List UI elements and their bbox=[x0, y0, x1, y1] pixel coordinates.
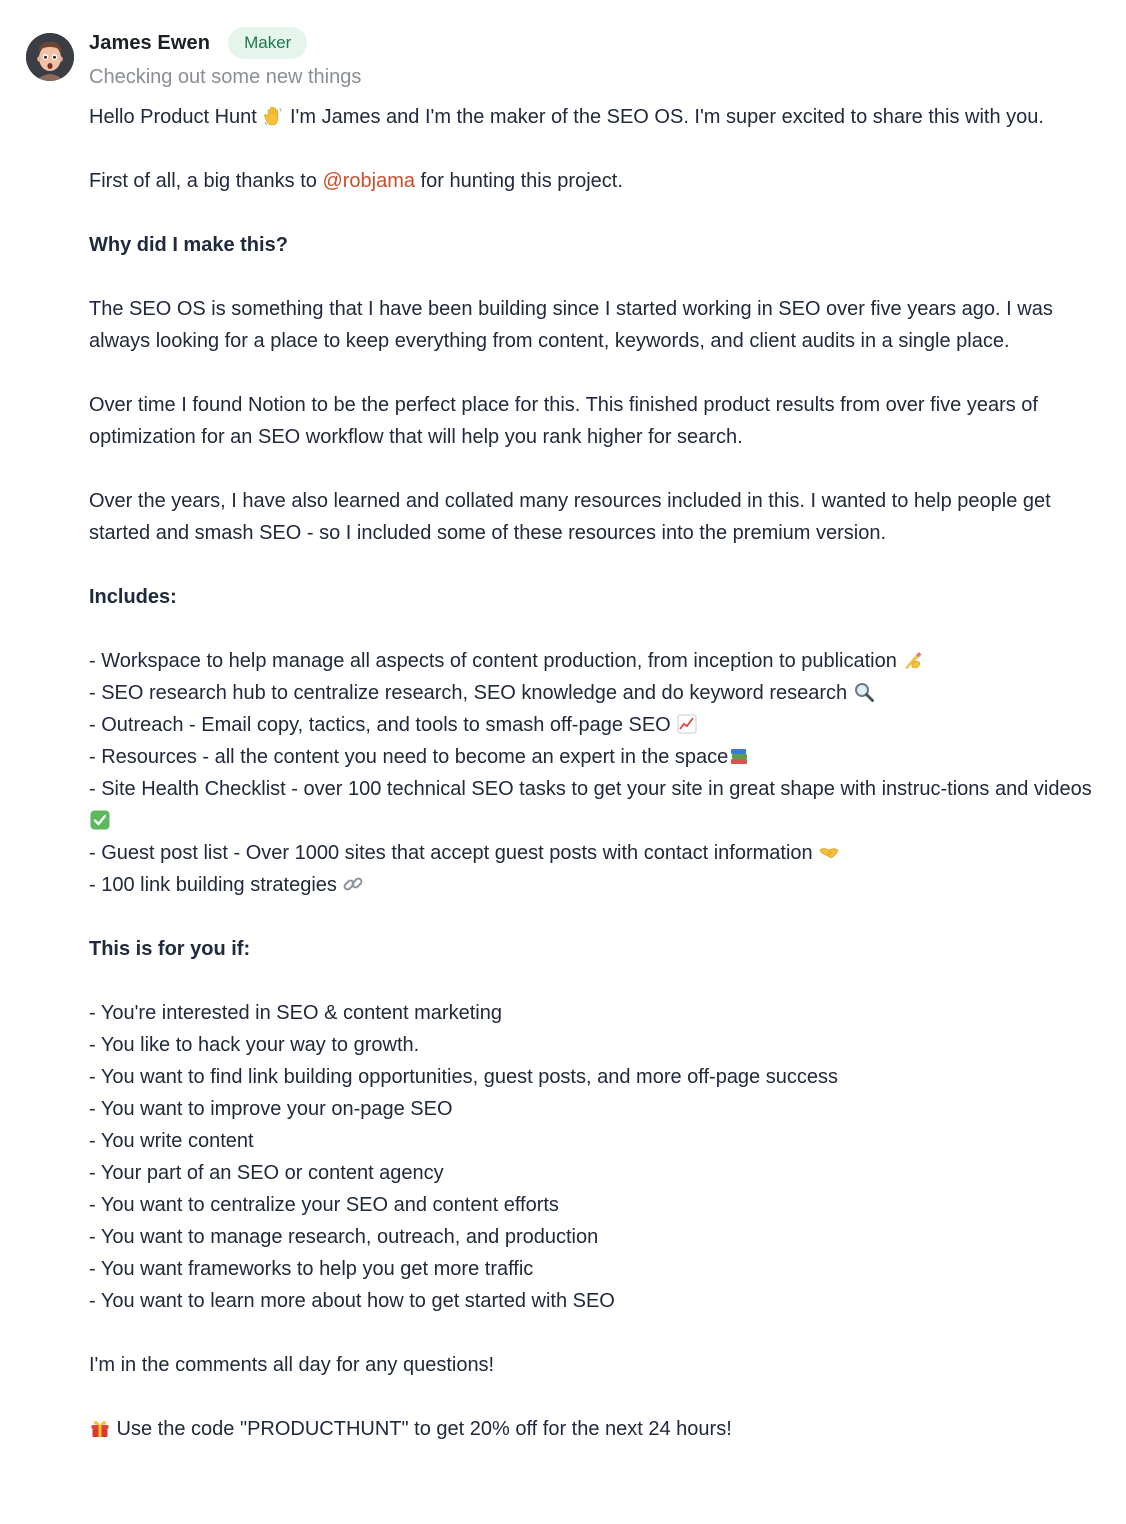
includes-item: - Resources - all the content you need to become an expert in the space bbox=[89, 741, 1104, 773]
for-you-item: - You want frameworks to help you get more traffic bbox=[89, 1258, 534, 1280]
chart-increasing-icon bbox=[676, 713, 698, 735]
author-avatar[interactable] bbox=[26, 33, 74, 81]
memoji-avatar-icon bbox=[26, 33, 74, 81]
mention-link[interactable]: @robjama bbox=[322, 170, 415, 192]
includes-item: - 100 link building strategies bbox=[89, 869, 1104, 901]
author-name[interactable]: James Ewen bbox=[89, 32, 211, 54]
author-headline: Checking out some new things bbox=[89, 66, 362, 88]
includes-item: - Workspace to help manage all aspects of content production, from inception to publication bbox=[89, 645, 1104, 677]
includes-item: - Outreach - Email copy, tactics, and tools to smash off-page SEO bbox=[89, 709, 1104, 741]
maker-badge: Maker bbox=[228, 27, 307, 59]
for-you-item: - You want to centralize your SEO and content efforts bbox=[89, 1194, 559, 1216]
comment-header bbox=[89, 27, 307, 59]
handshake-icon bbox=[818, 841, 840, 863]
paragraph-notion: Over time I found Notion to be the perfect place for this. This finished product results from over five years of optimization for an SEO workflow that will help you rank higher for search. bbox=[89, 394, 1038, 448]
writing-hand-icon bbox=[902, 649, 924, 671]
paragraph-resources: Over the years, I have also learned and collated many resources included in this. I wanted to help people get started and smash SEO - so I included some of these resources into the premium version. bbox=[89, 490, 1051, 544]
thanks-paragraph: First of all, a big thanks to @robjama for hunting this project. bbox=[89, 170, 623, 192]
promo-line: Use the code "PRODUCTHUNT" to get 20% off for the next 24 hours! bbox=[89, 1413, 1104, 1445]
for-you-item: - You want to improve your on-page SEO bbox=[89, 1098, 453, 1120]
for-you-item: - You want to find link building opportunities, guest posts, and more off-page success bbox=[89, 1066, 838, 1088]
link-icon bbox=[342, 873, 364, 895]
comment-body bbox=[89, 101, 1104, 1445]
comments-line: I'm in the comments all day for any questions! bbox=[89, 1354, 495, 1376]
for-you-heading: This is for you if: bbox=[89, 938, 251, 960]
includes-heading: Includes: bbox=[89, 586, 177, 608]
includes-item: - Guest post list - Over 1000 sites that accept guest posts with contact information bbox=[89, 837, 1104, 869]
for-you-item: - You're interested in SEO & content marketing bbox=[89, 1002, 502, 1024]
books-icon bbox=[728, 745, 750, 767]
why-heading: Why did I make this? bbox=[89, 234, 288, 256]
waving-hand-icon bbox=[262, 105, 284, 127]
paragraph-building: The SEO OS is something that I have been building since I started working in SEO over five years ago. I was always looking for a place to keep everything from content, keywords, and client audits in a single place. bbox=[89, 298, 1053, 352]
for-you-item: - You like to hack your way to growth. bbox=[89, 1034, 420, 1056]
for-you-item: - You want to manage research, outreach, and production bbox=[89, 1226, 599, 1248]
check-mark-button-icon bbox=[89, 809, 111, 831]
includes-item: - Site Health Checklist - over 100 technical SEO tasks to get your site in great shape with instruc-tions and videos bbox=[89, 773, 1104, 837]
for-you-item: - Your part of an SEO or content agency bbox=[89, 1162, 444, 1184]
includes-item: - SEO research hub to centralize research, SEO knowledge and do keyword research bbox=[89, 677, 1104, 709]
gift-icon bbox=[89, 1417, 111, 1439]
magnifying-glass-icon bbox=[853, 681, 875, 703]
intro-paragraph: Hello Product Hunt I'm James and I'm the maker of the SEO OS. I'm super excited to share this with you. bbox=[89, 106, 1044, 128]
for-you-item: - You write content bbox=[89, 1130, 254, 1152]
for-you-item: - You want to learn more about how to get started with SEO bbox=[89, 1290, 615, 1312]
